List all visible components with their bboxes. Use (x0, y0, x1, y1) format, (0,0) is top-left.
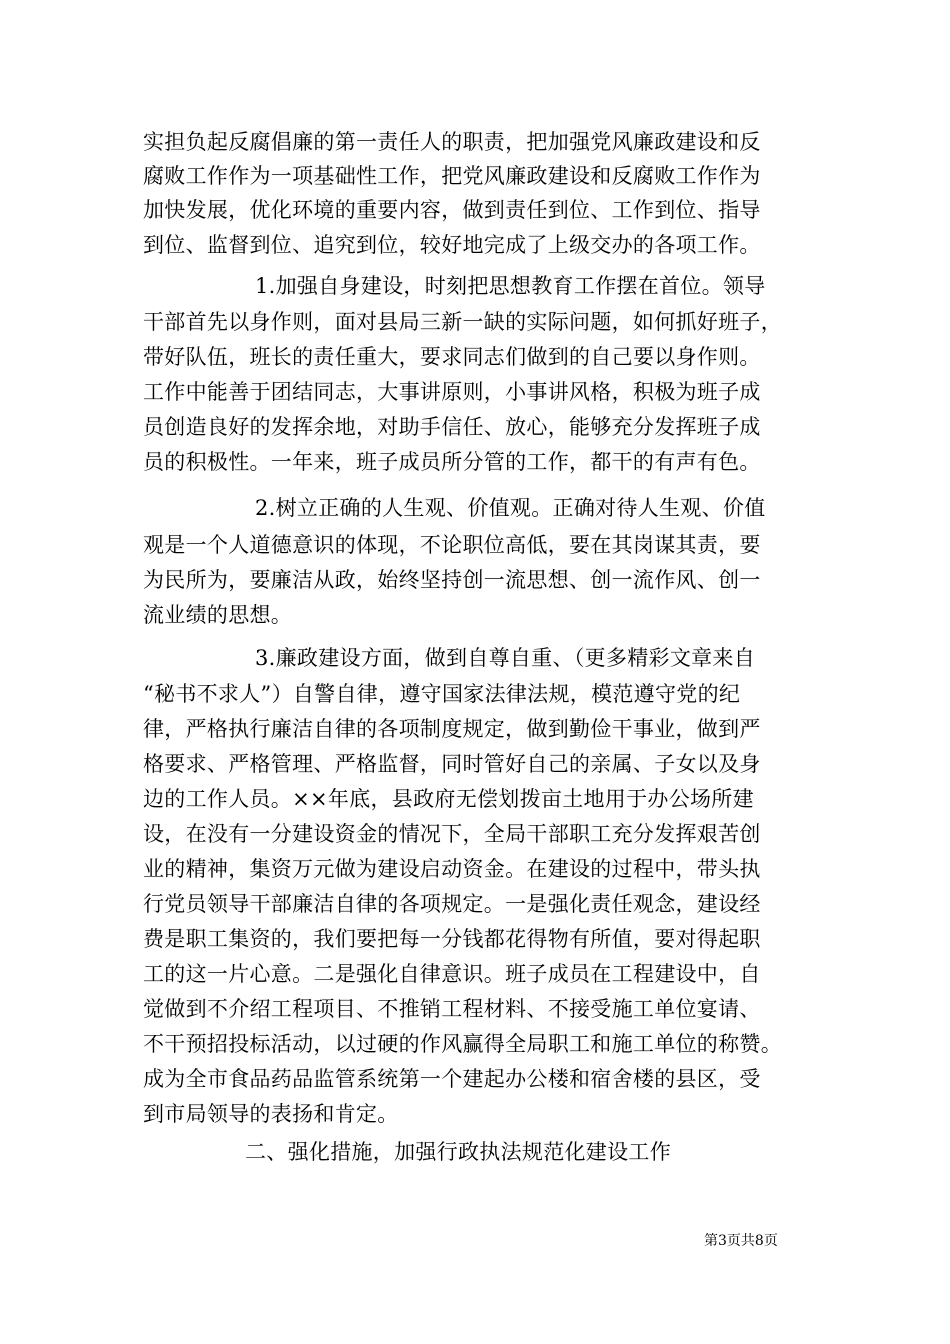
body-line-4: 到位、监督到位、追究到位，较好地完成了上级交办的各项工作。 (143, 233, 761, 257)
body-line-22: 行党员领导干部廉洁自律的各项规定。一是强化责任观念，建设经 (143, 892, 761, 916)
body-line-18: 格要求、严格管理、严格监督，同时管好自己的亲属、子女以及身 (143, 752, 761, 776)
body-line-27: 成为全市食品药品监管系统第一个建起办公楼和宿舍楼的县区，受 (143, 1067, 761, 1091)
body-line-10: 员的积极性。一年来，班子成员所分管的工作，都干的有声有色。 (143, 450, 761, 474)
body-line-28: 到市局领导的表扬和肯定。 (143, 1102, 399, 1126)
page-number-footer: 第3页共8页 (704, 1233, 778, 1249)
body-line-23: 费是职工集资的，我们要把每一分钱都花得物有所值，要对得起职 (143, 927, 761, 951)
body-line-7: 带好队伍，班长的责任重大，要求同志们做到的自己要以身作则。 (143, 345, 761, 369)
body-line-20: 设，在没有一分建设资金的情况下，全局干部职工充分发挥艰苦创 (143, 822, 761, 846)
body-line-14: 流业绩的思想。 (143, 603, 293, 627)
body-line-3: 加快发展，优化环境的重要内容，做到责任到位、工作到位、指导 (143, 198, 761, 222)
body-line-24: 工的这一片心意。二是强化自律意识。班子成员在工程建设中，自 (143, 962, 761, 986)
body-line-9: 员创造良好的发挥余地，对助手信任、放心，能够充分发挥班子成 (143, 415, 761, 439)
body-line-13: 为民所为，要廉洁从政，始终坚持创一流思想、创一流作风、创一 (143, 568, 761, 592)
body-line-12: 观是一个人道德意识的体现，不论职位高低，要在其岗谋其责，要 (143, 533, 761, 557)
body-line-6: 干部首先以身作则，面对县局三新一缺的实际问题，如何抓好班子， (143, 310, 782, 334)
paragraph-2-heading: 2.树立正确的人生观、价值观。正确对待人生观、价值 (255, 496, 766, 520)
body-line-1: 实担负起反腐倡廉的第一责任人的职责，把加强党风廉政建设和反 (143, 130, 761, 154)
body-line-19: 边的工作人员。××年底，县政府无偿划拨亩土地用于办公场所建 (143, 787, 754, 811)
body-line-8: 工作中能善于团结同志，大事讲原则，小事讲风格，积极为班子成 (143, 380, 761, 404)
section-heading: 二、强化措施，加强行政执法规范化建设工作 (245, 1140, 671, 1164)
body-line-17: 律，严格执行廉洁自律的各项制度规定，做到勤俭干事业，做到严 (143, 717, 761, 741)
paragraph-3-heading: 3.廉政建设方面，做到自尊自重、（更多精彩文章来自 (255, 646, 756, 670)
paragraph-1-heading: 1.加强自身建设，时刻把思想教育工作摆在首位。领导 (255, 274, 766, 298)
body-line-26: 不干预招投标活动，以过硬的作风赢得全局职工和施工单位的称赞。 (143, 1032, 782, 1056)
body-line-25: 觉做到不介绍工程项目、不推销工程材料、不接受施工单位宴请、 (143, 997, 761, 1021)
body-line-16: “秘书不求人”）自警自律，遵守国家法律法规，模范遵守党的纪 (143, 682, 741, 706)
body-line-21: 业的精神，集资万元做为建设启动资金。在建设的过程中，带头执 (143, 857, 761, 881)
body-line-2: 腐败工作作为一项基础性工作，把党风廉政建设和反腐败工作作为 (143, 164, 761, 188)
